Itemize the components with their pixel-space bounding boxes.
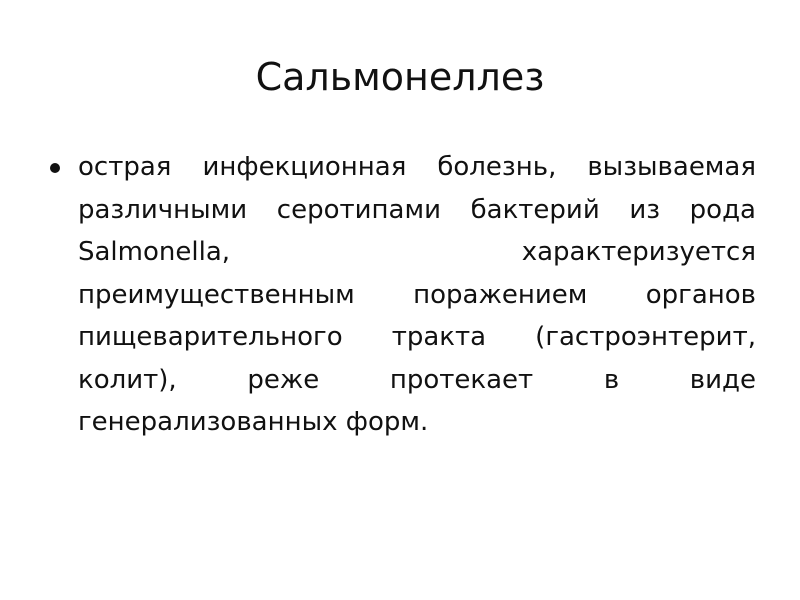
bullet-dot-icon (50, 163, 60, 173)
bullet-item (50, 146, 756, 444)
bullet-text: острая инфекционная болезнь, вызываемая различными серотипами бактерий из рода Salmonella, характеризуется преимущественным поражением органов пищеварительного тракта (гастроэнтерит, колит), реже протекает в виде генерализованных форм. (78, 152, 756, 437)
bullet-list (50, 146, 756, 444)
slide-title: Сальмонеллез (255, 55, 545, 99)
